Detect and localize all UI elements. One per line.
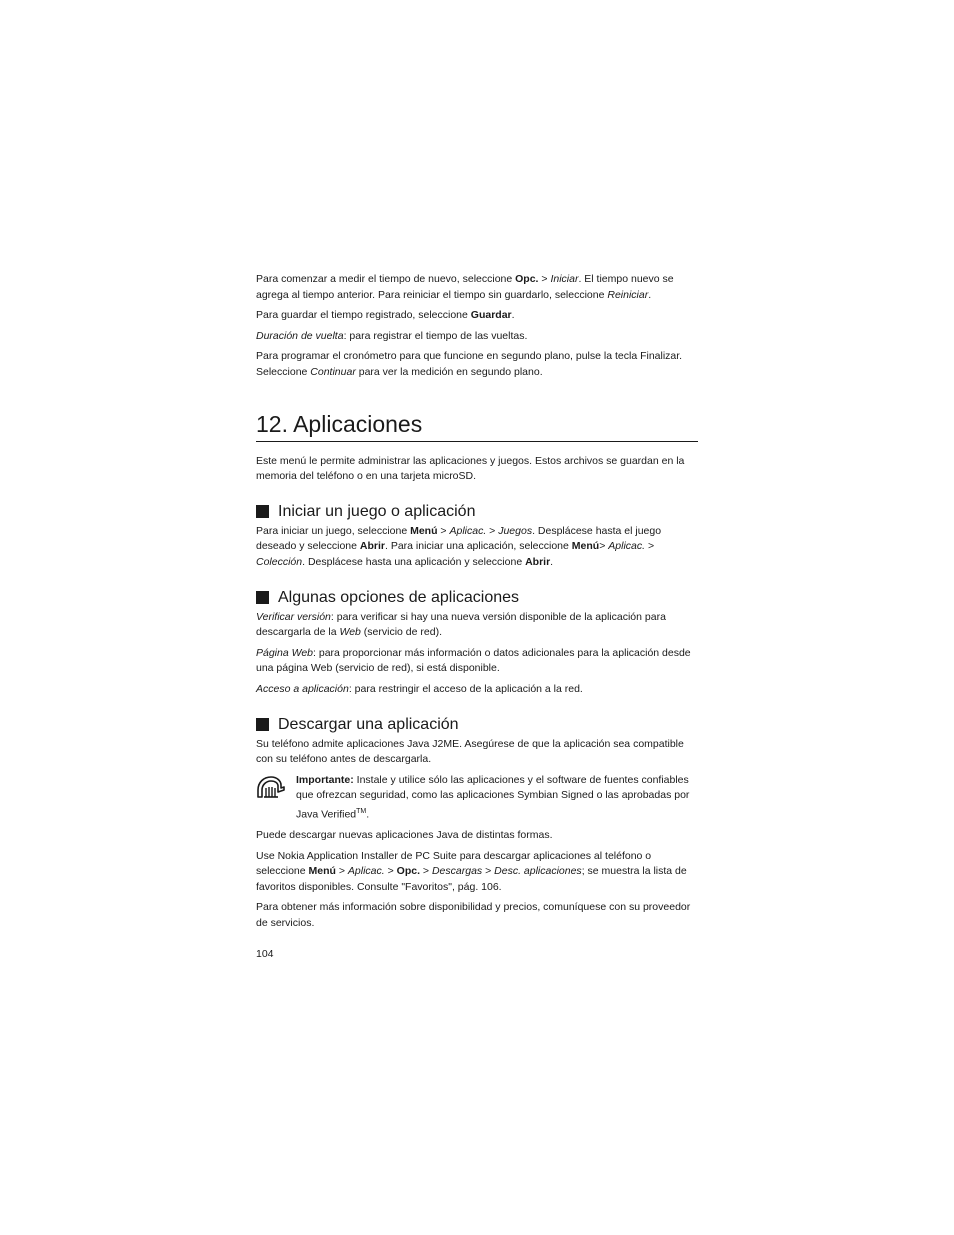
page-content bbox=[256, 272, 698, 937]
square-bullet-icon bbox=[256, 505, 269, 518]
section2-paragraph-2: Página Web: para proporcionar más información o datos adicionales para la aplicación desde una página Web (servicio de red), si está disponible. bbox=[256, 646, 691, 675]
ui-term: Duración de vuelta bbox=[256, 329, 344, 342]
important-note: Importante: Instale y utilice sólo las aplicaciones y el software de fuentes confiables que ofrezcan seguridad, como las aplicaciones Symbian Signed o las aprobadas por Java Verified™. bbox=[256, 773, 698, 823]
ui-term: Opc. bbox=[515, 273, 539, 285]
section-heading-descargar: Descargar una aplicación bbox=[256, 715, 698, 735]
important-hand-icon bbox=[256, 774, 286, 800]
ui-term: Iniciar bbox=[550, 273, 579, 285]
section2-paragraph-3: Acceso a aplicación: para restringir el acceso de la aplicación a la red. bbox=[256, 682, 583, 695]
ui-term: Reiniciar bbox=[607, 288, 649, 301]
section-heading-opciones: Algunas opciones de aplicaciones bbox=[256, 588, 698, 608]
section3-paragraph-3: Use Nokia Application Installer de PC Suite para descargar aplicaciones al teléfono o seleccione Menú > Aplicac. > Opc. > Descargas > Desc. aplicaciones; se muestra la lista de favoritos disponibles. Consulte "Favoritos", pág. 106. bbox=[256, 849, 687, 893]
ui-term: Guardar bbox=[470, 309, 512, 322]
intro-paragraph-2: Para guardar el tiempo registrado, seleccione Guardar. bbox=[256, 309, 515, 322]
square-bullet-icon bbox=[256, 718, 269, 731]
square-bullet-icon bbox=[256, 591, 269, 604]
intro-paragraph-3: Duración de vuelta: para registrar el tiempo de las vueltas. bbox=[256, 329, 528, 342]
section-heading-iniciar: Iniciar un juego o aplicación bbox=[256, 502, 698, 522]
intro-paragraph-4: Para programar el cronómetro para que funcione en segundo plano, pulse la tecla Finalizar. Seleccione Continuar para ver la medición en segundo plano. bbox=[256, 350, 683, 378]
section3-paragraph-1: Su teléfono admite aplicaciones Java J2ME. Asegúrese de que la aplicación sea compatible con su teléfono antes de descargarla. bbox=[256, 737, 684, 766]
section3-paragraph-4: Para obtener más información sobre disponibilidad y precios, comuníquese con su proveedor de servicios. bbox=[256, 901, 691, 929]
page-number: 104 bbox=[256, 948, 274, 960]
chapter-intro: Este menú le permite administrar las aplicaciones y juegos. Estos archivos se guardan en la memoria del teléfono o en una tarjeta microSD. bbox=[256, 454, 685, 483]
chapter-title: 12. Aplicaciones bbox=[256, 410, 698, 442]
ui-term: Continuar bbox=[310, 365, 356, 378]
section1-paragraph-1: Para iniciar un juego, seleccione Menú > Aplicac. > Juegos. Desplácese hasta el juego deseado y seleccione Abrir. Para iniciar una aplicación, seleccione Menú> Aplicac. > Colección. Desplácese hasta una aplicación y seleccione Abrir. bbox=[256, 524, 662, 568]
section3-paragraph-2: Puede descargar nuevas aplicaciones Java de distintas formas. bbox=[256, 828, 553, 841]
section2-paragraph-1: Verificar versión: para verificar si hay una nueva versión disponible de la aplicación para descargarla de la Web (servicio de red). bbox=[256, 610, 666, 639]
intro-paragraph-1: Para comenzar a medir el tiempo de nuevo, seleccione Opc. > Iniciar. El tiempo nuevo se agrega al tiempo anterior. Para reiniciar el tiempo sin guardarlo, seleccione Reiniciar. bbox=[256, 273, 674, 301]
